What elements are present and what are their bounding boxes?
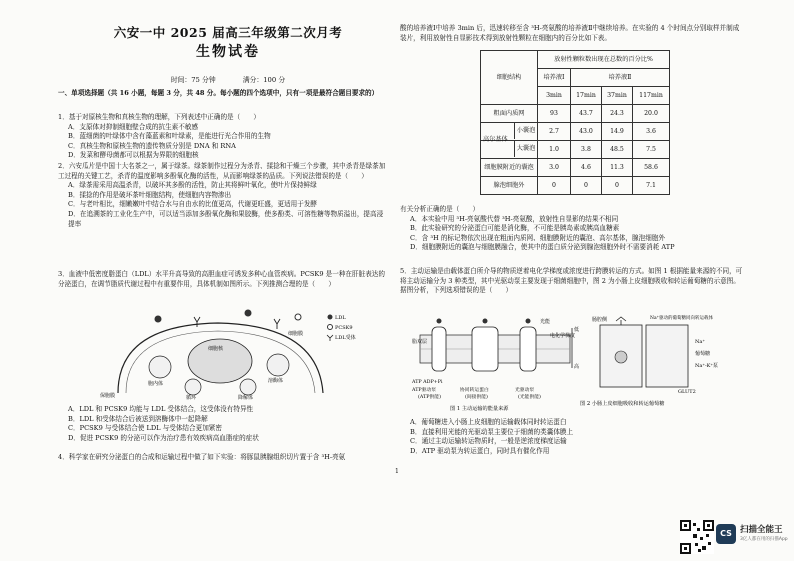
solute-dot [437,319,442,324]
label-low: 低 [574,327,580,333]
question-5-options [400,418,745,456]
table-row [481,141,670,159]
label-atp-supply: (ATP供能) [418,395,441,400]
question-4-start: 4．科学家在研究分泌蛋白的合成和运输过程中做了如下实验：将豚鼠胰腺组织切片置于含 ³H-亮氨 [58,453,346,461]
sub-label: 大囊泡 [514,141,537,157]
option-b: B．揉捻的作用是破坏茶叶细胞结构，使细胞内容物渗出 [68,190,232,199]
option-a: A．葡萄糖进入小肠上皮细胞的运输载体同时转运蛋白 [410,418,567,426]
cell: 14.9 [601,123,632,141]
solute-dot [483,319,488,324]
th-medium-2: 培养液Ⅱ [570,69,669,87]
exam-meta: 时间：75 分钟 满分：100 分 [170,76,286,84]
table-row [481,159,670,177]
cell: 0 [570,177,601,195]
cell: 0 [538,177,571,195]
caption-fig1: 图 1 主动运输的能量来源 [450,406,509,412]
option-b: B．此实验研究的分泌蛋白可能是消化酶，不可能是胰岛素或胰高血糖素 [410,224,620,233]
caption-fig2: 图 2 小肠上皮细胞吸收和转运葡萄糖 [580,401,665,407]
legend-receptor-icon [327,335,333,341]
scanner-app-subtitle: 3亿人都在用的扫描App [740,537,788,542]
question-2 [58,162,388,229]
label-atp-pump: ATP驱动泵 [412,388,437,393]
row-label: 腺泡细胞外 [481,177,538,195]
sub-label: 小囊泡 [514,123,537,139]
row-label-golgi-2 [481,141,538,159]
label-na-k-pump: Na⁺-K⁺泵 [695,363,719,369]
label-membrane: 保胞膜 [100,393,116,399]
label-na: Na⁺ [695,339,705,345]
th-time: 3min [538,87,571,105]
cell-nucleus [615,351,627,363]
option-b: B．蓝细菌的叶绿体中含有藻蓝素和叶绿素，是能进行光合作用的生物 [68,132,271,141]
label-light-pump: 光驱动泵 [515,388,535,393]
cell: 11.3 [601,159,632,177]
ldl-pathway-figure [98,305,358,400]
table-row [481,177,670,195]
cell: 3.6 [633,123,670,141]
th-structure: 细胞结构 [481,51,538,105]
cell: 0 [601,177,632,195]
cell: 58.6 [633,159,670,177]
legend-ldl: LDL [335,315,346,321]
option-d: D．在追溯茶的工业化生产中，可以适当添加多酚氧化酶和果胶酶，使多酚类、可溶性糖等物质溢出，提高浸提率 [68,209,384,228]
atp-pump [432,327,446,371]
option-a: A．LDL 和 PCSK9 均能与 LDL 受体结合，这受体没有特异性 [68,405,254,413]
label-cell-membrane: 细胞膜 [288,331,304,337]
cell: 20.0 [633,105,670,123]
glucose-transporter-icon [616,317,626,325]
qr-code-icon [680,520,714,554]
label-gradient: 电化学梯度 [550,333,576,339]
label-cotransporter: 协同转运蛋白 [460,388,489,393]
epithelial-cell-2 [646,325,688,387]
question-stem: 3．血液中低密度脂蛋白（LDL）水平升高导致的高胆血症可诱发多种心血管疾病。PCSK9 是一种在肝脏表达的分泌蛋白，在调节脂质代谢过程中有重要作用，具体机制如图所示。下列推测合理的是（ ） [58,270,385,288]
light-pump [520,327,536,371]
transport-figure [410,313,740,418]
label-degradation: 降解体 [238,395,254,400]
label-recycle: 循环 [186,395,197,400]
label-endosome: 胞内体 [148,381,164,387]
cell: 4.6 [570,159,601,177]
table-row [481,105,670,123]
th-time: 117min [633,87,670,105]
row-label: 细胞膜附近的囊泡 [481,159,538,177]
label-bilayer: 脂双层 [412,339,428,345]
scanner-app-name: 扫描全能王 [740,525,783,535]
cell: 3.8 [570,141,601,159]
row-label-golgi [481,123,538,141]
question-stem: 2．六安瓜片是中国十大名茶之一，属于绿茶。绿茶制作过程分为杀青、揉捻和干燥三个步骤，其中杀青是绿茶加工过程的关键工艺，杀青的温度影响多酚氧化酶的活性，从而影响绿茶的品质。下列说法错误的是（ ） [58,162,386,180]
th-medium-1: 培养液Ⅰ [538,69,571,87]
label-lumen: 肠腔侧 [592,317,608,323]
question-stem: 1．基于对原核生物和真核生物的理解，下列表述中正确的是（ ） [58,113,261,121]
option-d: D．细胞膜附近的囊泡与细胞膜融合，使其中的蛋白质分泌到腺泡细胞外时不需要消耗 ATP [410,243,675,252]
cell: 3.0 [538,159,571,177]
question-4-rest [400,205,745,253]
cell: 7.1 [633,177,670,195]
exam-title: 六安一中 2025 届高三年级第二次月考 [113,25,343,40]
ldl-particle [245,310,252,317]
page-number: 1 [395,468,399,475]
question-5: 5．主动运输是由载体蛋白所介导的物质逆着电化学梯度或浓度进行跨膜转运的方式。如图 1 根据能量来源的不同，可将主动运输分为 3 种类型，其中光驱动泵主要发现于细菌细胞中，图 2 为小肠上皮细胞吸收和转运葡萄糖的示意图。据图分析，下列选项错误的是（ ） [400,267,743,295]
subject-title: 生物试卷 [196,44,260,60]
golgi-label: 高尔基体 [483,136,508,143]
recycle-vesicle [185,379,201,395]
legend-ldl-icon [328,315,333,320]
table-row [481,123,670,141]
label-light-supply: (光能供能) [518,395,541,400]
option-a: A．绿茶需采用高温杀青，以破坏其多酚的活性，防止其将鲜叶氧化，使叶片保持鲜绿 [68,181,317,190]
cell: 93 [538,105,571,123]
question-3 [58,270,388,289]
label-atp-adp: ATP ADP+Pi [412,380,443,385]
option-d: D．发菜和酵母菌都可以根据为界限的细胞核 [68,151,199,160]
label-lysosome: 溶酶体 [268,378,284,384]
question-stem: 有关分析正确的是（ ） [400,205,480,213]
pcsk9-particle [295,314,301,320]
cell: 24.3 [601,105,632,123]
option-c: C．PCSK9 与受体结合使 LDL 与受体结合更加紧密 [68,424,222,433]
question-4-intro: 酸的培养液Ⅰ中培养 3min 后，迅速转移至含 ³H-亮氨酸的培养液Ⅱ中继续培养。在实验的 4 个时间点分别取样并制成装片，利用放射性自显影技术得到放射性颗粒在细胞内的百分比如下表。 [400,24,740,42]
cell: 43.7 [570,105,601,123]
legend-pcsk9-icon [328,325,333,330]
question-3-options [58,405,388,443]
th-time: 37min [601,87,632,105]
option-b: B．直接利用光能的光驱动泵主要位于细菌的类囊体膜上 [410,427,574,436]
cotransporter [472,327,498,371]
cell: 7.5 [633,141,670,159]
option-c: C．通过主动运输转运物质时，一般是逆浓度梯度运输 [410,437,567,446]
label-na-glucose-carrier: Na⁺驱动的葡萄糖同向转运载体 [650,316,713,321]
label-high: 高 [574,364,580,370]
option-b: B．LDL 和受体结合后被送到溶酶体中一起降解 [68,414,208,423]
cell: 48.5 [601,141,632,159]
label-light: 光能 [540,319,551,325]
endosome [149,356,171,378]
legend-receptor: LDL受体 [335,335,356,341]
th-percent: 放射性颗粒数出现在总数的百分比% [538,51,670,69]
th-time: 17min [570,87,601,105]
label-indirect-supply: (间接供能) [465,395,488,400]
degradation-body [240,379,256,395]
solute-dot [526,319,531,324]
label-glucose: 葡萄糖 [695,351,711,357]
option-d: D．促进 PCSK9 的分泌可以作为治疗患有效疾病高血脂症的症状 [68,433,259,442]
option-c: C．与老叶相比，细嫩嫩叶中结合水与自由水的比值更高，代谢更旺盛，更适用于发酵 [68,200,318,209]
option-a: A．本实验中用 ³H-亮氨酸代替 ³H-亮氨酸，放射性自显影的结果不相同 [410,214,619,223]
ldl-receptor-icon [194,317,200,327]
camscanner-logo-icon: CS [716,524,736,544]
cell: 43.0 [570,123,601,141]
legend-pcsk9: PCSK9 [335,325,353,331]
radioactivity-table [480,50,670,195]
option-c: C．真核生物和原核生物的遗传物质分别是 DNA 和 RNA [68,141,236,150]
option-a: A．支原体对抑制细胞壁合成的抗生素不敏感 [68,122,199,131]
lysosome [267,354,289,376]
label-nucleus: 细胞核 [208,346,224,352]
ldl-particle [155,316,162,323]
row-label: 粗面内质网 [481,105,538,123]
section-heading: 一、单项选择题（共 16 小题，每题 3 分，共 48 分。每小题的四个选项中，只有一项是最符合题目要求的） [58,89,379,97]
option-d: D．ATP 驱动泵为转运蛋白，同时具有催化作用 [410,446,550,455]
question-1 [58,113,388,161]
cell: 1.0 [538,141,571,159]
cell: 2.7 [538,123,571,141]
ldl-receptor-icon [274,319,280,329]
option-c: C．含 ³H 的标记物依次出现在粗面内质网、细胞膜附近的囊泡、高尔基体，腺泡细胞外 [410,233,666,242]
label-glut2: GLUT2 [678,389,696,395]
